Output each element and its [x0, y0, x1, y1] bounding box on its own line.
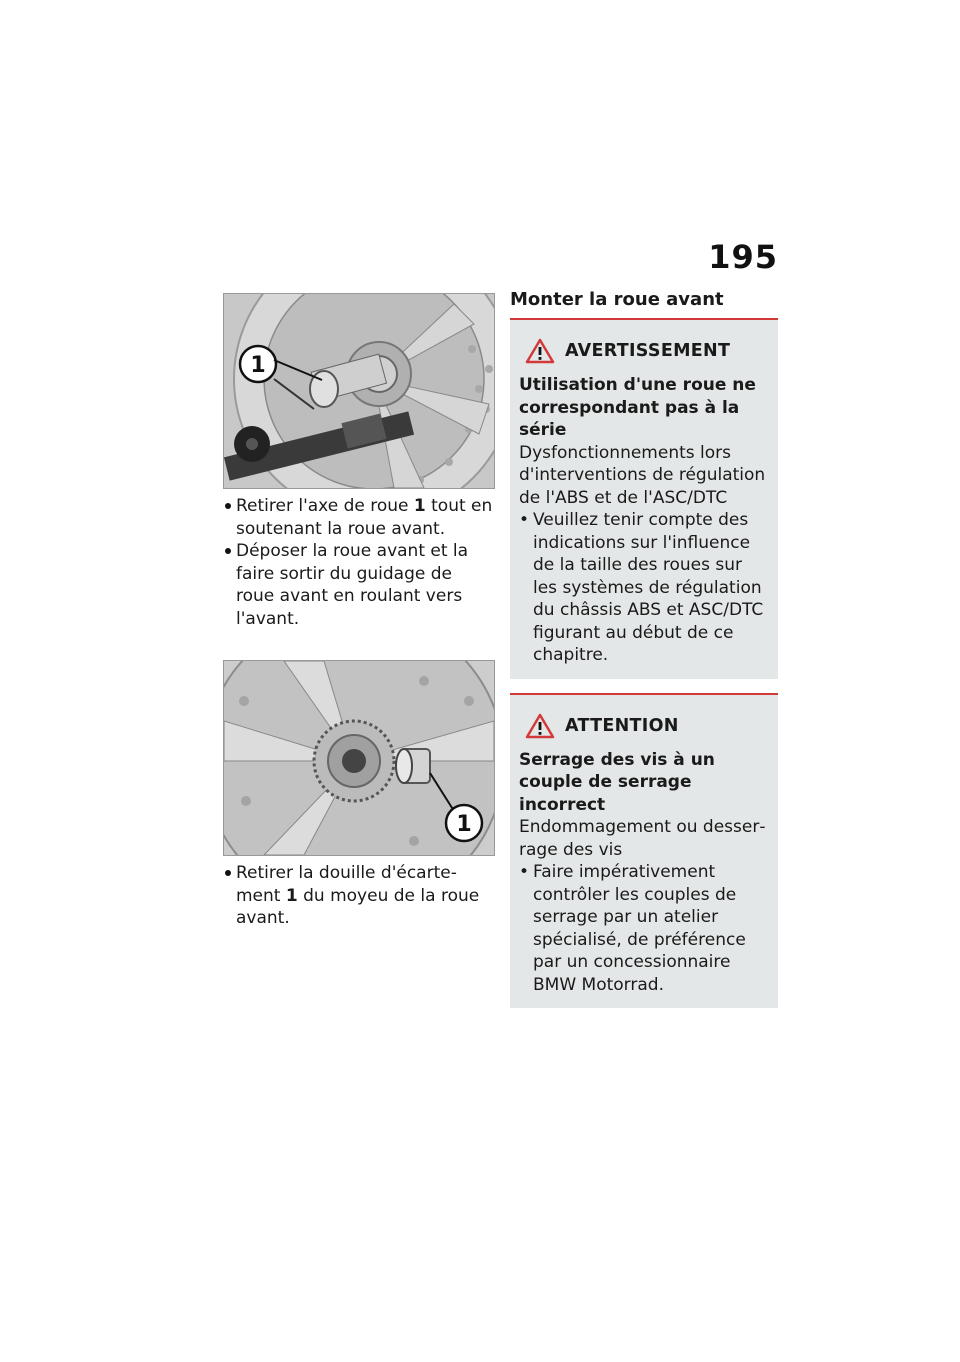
- figure-spacer-sleeve: [223, 660, 495, 856]
- warning-subtitle: Utilisation d'une roue ne correspondant pas à la série: [519, 375, 756, 440]
- attention-box: [510, 693, 778, 1009]
- figure-wheel-axle: [223, 293, 495, 489]
- spacer-sleeve-illustration: [224, 661, 494, 855]
- list-item: • Veuillez tenir compte des indications sur l'influence de la taille des roues sur les systèmes de régulation du châssis ABS et ASC/DTC figurant au début de ce chapitre.: [519, 509, 769, 667]
- reference-number: 1: [413, 496, 426, 516]
- attention-text: Endommagement ou desserrage des vis: [519, 817, 766, 860]
- attention-label: ATTENTION: [565, 715, 679, 736]
- list-item: Retirer l'axe de roue 1 tout en soutenant la roue avant.: [223, 495, 495, 540]
- warning-bullets: [519, 509, 769, 667]
- figure1-callout: 1: [250, 353, 266, 378]
- warning-triangle-icon: [525, 713, 555, 739]
- attention-subtitle: Serrage des vis à un couple de serrage incorrect: [519, 749, 715, 815]
- list-item: Retirer la douille d'écartement 1 du moyeu de la roue avant.: [223, 862, 495, 930]
- warning-triangle-icon: [525, 338, 555, 364]
- warning-label: AVERTISSEMENT: [565, 341, 731, 361]
- reference-number: 1: [285, 885, 298, 906]
- steps-list-b: [223, 862, 495, 930]
- left-column: [223, 293, 495, 930]
- right-column: [510, 288, 778, 1022]
- warning-box: [510, 318, 778, 679]
- list-item: • Faire impérativement contrôler les couples de serrage par un atelier spécialisé, de préférence par un concessionnaire BMW Motorrad.: [519, 861, 769, 996]
- section-title: Monter la roue avant: [510, 289, 724, 310]
- page-number: 195: [708, 238, 778, 276]
- warning-text: Dysfonctionnements lors d'interventions de régulation de l'ABS et de l'ASC/DTC: [519, 442, 766, 508]
- wheel-axle-illustration: [224, 294, 494, 488]
- attention-header: [525, 713, 769, 739]
- figure2-callout: 1: [456, 812, 472, 837]
- steps-list-a: [223, 495, 495, 630]
- warning-header: [525, 338, 769, 364]
- attention-bullets: [519, 861, 769, 996]
- list-item: Déposer la roue avant et la faire sortir du guidage de roue avant en roulant vers l'avant.: [223, 540, 495, 630]
